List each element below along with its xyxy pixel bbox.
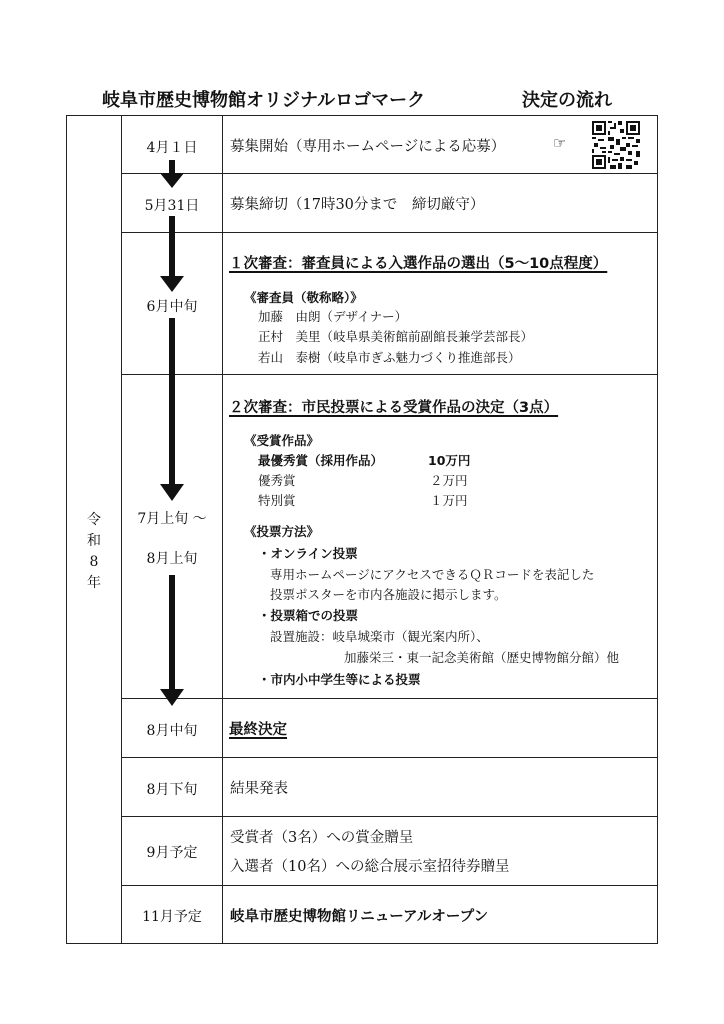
date-r6: 8月下旬	[146, 782, 198, 798]
online-vote-desc: 投票ポスターを市内各施設に掲示します。	[270, 587, 507, 602]
date-r8: 11月予定	[142, 909, 202, 925]
ballot-box-desc: 加藤栄三・東一記念美術館（歴史博物館分館）他	[344, 650, 620, 665]
ticket-presentation: 入選者（10名）への総合展示室招待券贈呈	[230, 859, 510, 875]
award-prize: 10万円	[428, 453, 471, 468]
first-review-heading: １次審査：審査員による入選作品の選出（5～10点程度）	[229, 256, 608, 272]
down-arrow-icon	[158, 160, 186, 190]
row-divider	[121, 885, 658, 886]
prize-presentation: 受賞者（3名）への賞金贈呈	[230, 830, 414, 846]
renewal-opening: 岐阜市歴史博物館リニューアルオープン	[230, 909, 489, 925]
qr-code-icon[interactable]	[592, 121, 640, 169]
title-main: 岐阜市歴史博物館オリジナルロゴマーク	[102, 90, 426, 111]
award-name: 優秀賞	[258, 473, 296, 488]
judge-item: 若山 泰樹（岐阜市ぎふ魅力づくり推進部長）	[258, 350, 521, 365]
date-r1: 4月１日	[146, 140, 198, 156]
award-name: 特別賞	[258, 493, 296, 508]
down-arrow-icon	[158, 216, 186, 294]
award-name: 最優秀賞（採用作品）	[258, 453, 384, 468]
award-prize: １万円	[430, 493, 468, 508]
date-r2: 5月31日	[144, 198, 200, 214]
judge-item: 正村 美里（岐阜県美術館前副館長兼学芸部長）	[258, 329, 534, 344]
online-vote-label: ・オンライン投票	[258, 546, 358, 561]
row-divider	[121, 173, 658, 174]
date-r4-end: 8月上旬	[146, 551, 198, 567]
row-divider	[121, 698, 658, 699]
judges-label: 《審査員（敬称略）》	[244, 290, 363, 305]
down-arrow-icon	[158, 575, 186, 708]
row-divider	[121, 757, 658, 758]
result-announcement: 結果発表	[230, 781, 288, 797]
judge-item: 加藤 由朗（デザイナー）	[258, 309, 408, 324]
row1-text: 募集開始（専用ホームページによる応募）	[230, 139, 506, 155]
ballot-box-desc: 設置施設：岐阜城楽市（観光案内所）、	[270, 629, 489, 644]
row-divider	[121, 816, 658, 817]
date-r3: 6月中旬	[146, 299, 198, 315]
era-label: 令 和 8 年	[87, 512, 101, 591]
ballot-box-label: ・投票箱での投票	[258, 608, 359, 623]
second-review-heading: ２次審査：市民投票による受賞作品の決定（3点）	[229, 400, 559, 416]
row-divider	[121, 232, 658, 233]
school-vote-label: ・市内小中学生等による投票	[258, 672, 421, 687]
down-arrow-icon	[158, 318, 186, 503]
awards-label: 《受賞作品》	[244, 433, 320, 448]
pointing-hand-icon: ☞	[553, 134, 567, 152]
method-label: 《投票方法》	[244, 524, 320, 539]
row2-text: 募集締切（17時30分まで 締切厳守）	[230, 197, 485, 213]
date-r4-start: 7月上旬 ～	[137, 511, 207, 527]
online-vote-desc: 専用ホームページにアクセスできるＱＲコードを表記した	[270, 567, 595, 582]
date-r5: 8月中旬	[146, 723, 198, 739]
row-divider	[121, 374, 658, 375]
title-sub: 決定の流れ	[522, 90, 612, 111]
final-decision: 最終決定	[229, 722, 287, 738]
date-r7: 9月予定	[146, 845, 198, 861]
award-prize: ２万円	[430, 473, 468, 488]
